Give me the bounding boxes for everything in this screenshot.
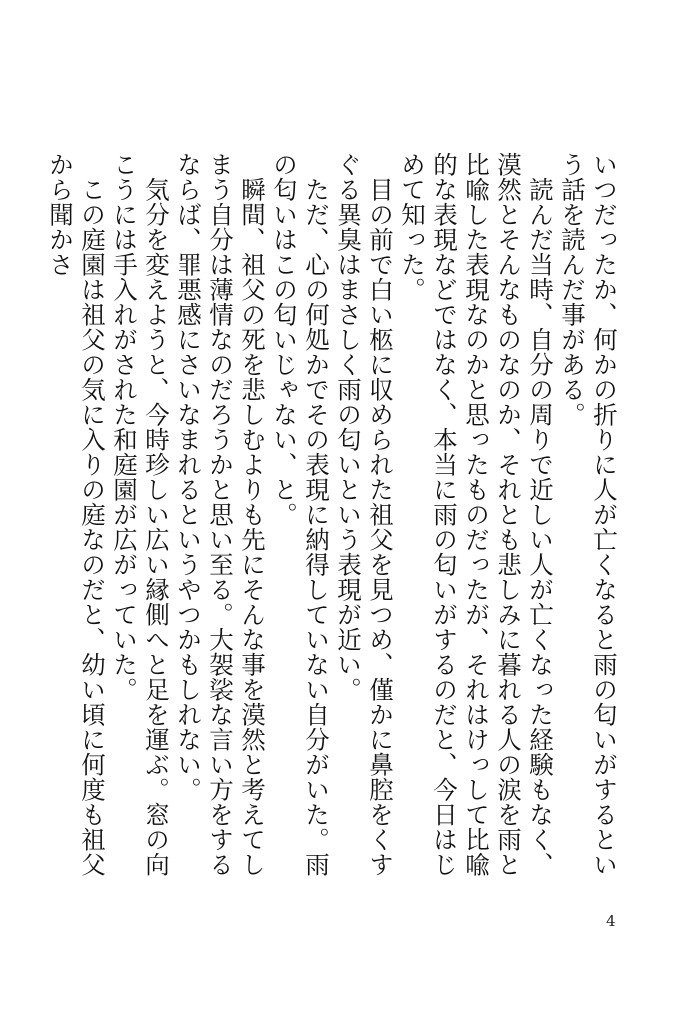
paragraph-7: この庭園は祖父の気に入りの庭なのだと、幼い頃に何度も祖父から聞かさ (46, 152, 107, 877)
paragraph-2: 読んだ当時、自分の周りで近しい人が亡くなった経験もなく、漠然とそんなものなのか、それとも悲しみに暮れる人の涙を雨と比喩した表現なのかと思ったものだったが、それはけっして比喩的な表現などではなく、本当に雨の匂いがするのだと、今日はじめて知った。 (398, 152, 555, 877)
paragraph-6: 気分を変えようと、今時珍しい広い縁側へと足を運ぶ。窓の向こうには手入れがされた和庭園が広がっていた。 (110, 152, 171, 877)
vertical-text-body (46, 152, 620, 898)
paragraph-1: いつだったか、何かの折りに人が亡くなると雨の匂いがするという話を読んだ事がある。 (558, 152, 619, 877)
page-number: 4 (606, 912, 616, 930)
paragraph-3: 目の前で白い柩に収められた祖父を見つめ、僅かに鼻腔をくすぐる異臭はまさしく雨の匂いという表現が近い。 (334, 152, 395, 877)
paragraph-5: 瞬間、祖父の死を悲しむよりも先にそんな事を漠然と考えてしまう自分は薄情なのだろうかと思い至る。大袈裟な言い方をするならば、罪悪感にさいなまれるというやつかもしれない。 (174, 152, 267, 877)
paragraph-4: ただ、心の何処かでその表現に納得していない自分がいた。雨の匂いはこの匂いじゃない、と。 (270, 152, 331, 877)
